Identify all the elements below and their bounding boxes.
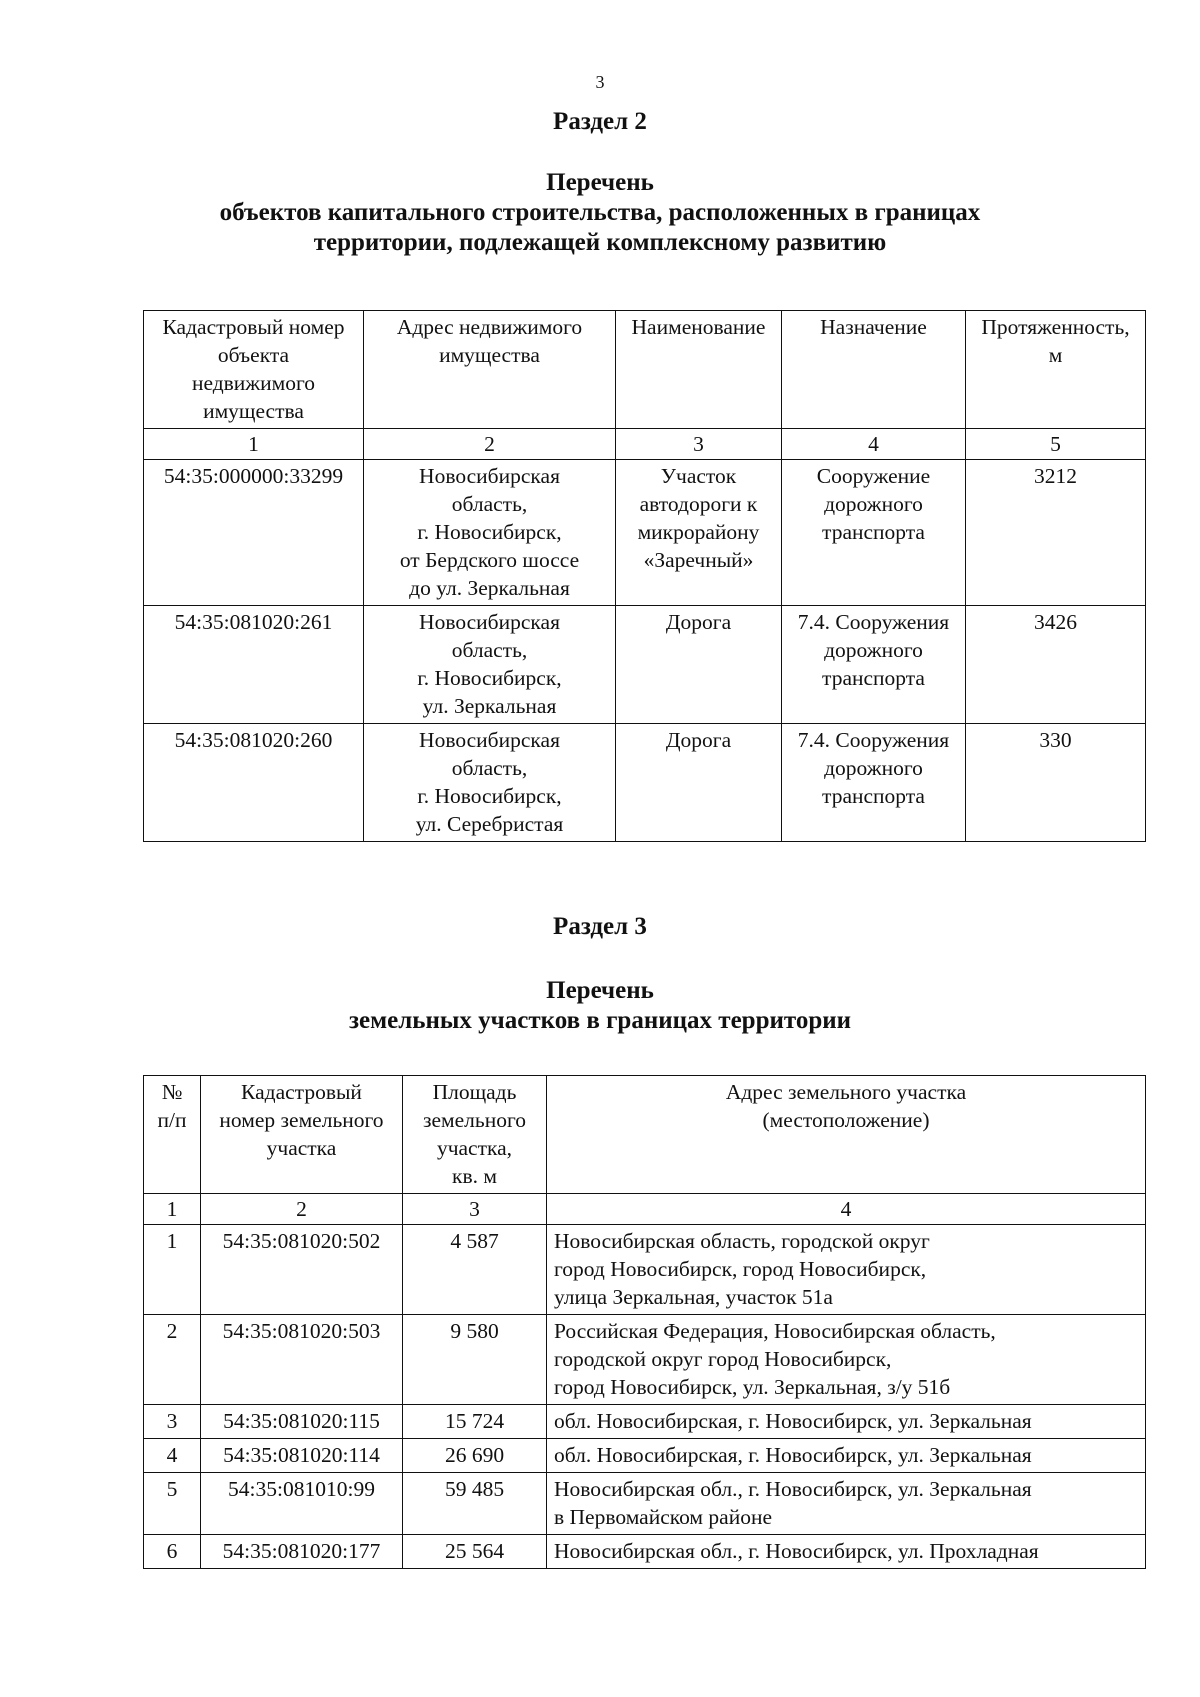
- column-number-row: [144, 1194, 1146, 1225]
- object-length: 3426: [966, 606, 1146, 724]
- object-length: 330: [966, 724, 1146, 842]
- section-2-list-title-line: объектов капитального строительства, расположенных в границах: [219, 199, 981, 226]
- section-3-list-title-line: земельных участков в границах территории: [348, 1007, 852, 1034]
- row-number: 2: [144, 1315, 201, 1405]
- section-3-list-title: [0, 976, 1200, 1036]
- column-number: 4: [782, 429, 966, 460]
- plot-address: Российская Федерация, Новосибирская область, городской округ город Новосибирск, город Новосибирск, ул. Зеркальная, з/у 51б: [547, 1315, 1146, 1405]
- page-number: 3: [595, 72, 605, 92]
- object-address: Новосибирская область, г. Новосибирск, от Бердского шоссе до ул. Зеркальная: [364, 460, 616, 606]
- cadastral-number: 54:35:000000:33299: [144, 460, 364, 606]
- table-row: [144, 460, 1146, 606]
- row-number: 1: [144, 1225, 201, 1315]
- land-plots-table: [143, 1075, 1146, 1569]
- row-number: 6: [144, 1535, 201, 1569]
- cadastral-number: 54:35:081020:260: [144, 724, 364, 842]
- column-number: 2: [364, 429, 616, 460]
- column-number-row: [144, 429, 1146, 460]
- table-row: [144, 606, 1146, 724]
- plot-address: Новосибирская обл., г. Новосибирск, ул. Прохладная: [547, 1535, 1146, 1569]
- table-row: [144, 724, 1146, 842]
- row-number: 4: [144, 1439, 201, 1473]
- table-row: [144, 1535, 1146, 1569]
- column-number: 3: [403, 1194, 547, 1225]
- column-number: 5: [966, 429, 1146, 460]
- plot-address: Новосибирская обл., г. Новосибирск, ул. Зеркальная в Первомайском районе: [547, 1473, 1146, 1535]
- cadastral-number: 54:35:081020:177: [201, 1535, 403, 1569]
- column-header-area: Площадь земельного участка, кв. м: [403, 1076, 547, 1194]
- row-number: 5: [144, 1473, 201, 1535]
- section-2-list-title-line: Перечень: [546, 169, 654, 196]
- plot-address: обл. Новосибирская, г. Новосибирск, ул. Зеркальная: [547, 1405, 1146, 1439]
- object-address: Новосибирская область, г. Новосибирск, ул. Серебристая: [364, 724, 616, 842]
- column-number: 2: [201, 1194, 403, 1225]
- object-address: Новосибирская область, г. Новосибирск, ул. Зеркальная: [364, 606, 616, 724]
- plot-area: 26 690: [403, 1439, 547, 1473]
- column-header-address: Адрес недвижимого имущества: [364, 311, 616, 429]
- capital-objects-table: [143, 310, 1146, 842]
- section-2-list-title: [0, 168, 1200, 258]
- plot-area: 59 485: [403, 1473, 547, 1535]
- cadastral-number: 54:35:081020:115: [201, 1405, 403, 1439]
- table-row: [144, 1315, 1146, 1405]
- object-name: Дорога: [616, 606, 782, 724]
- column-header-name: Наименование: [616, 311, 782, 429]
- column-header-address: Адрес земельного участка (местоположение): [547, 1076, 1146, 1194]
- cadastral-number: 54:35:081010:99: [201, 1473, 403, 1535]
- object-length: 3212: [966, 460, 1146, 606]
- section-2-list-title-line: территории, подлежащей комплексному развитию: [313, 229, 887, 256]
- object-name: Дорога: [616, 724, 782, 842]
- plot-address: Новосибирская область, городской округ город Новосибирск, город Новосибирск, улица Зеркальная, участок 51а: [547, 1225, 1146, 1315]
- table-row: [144, 1225, 1146, 1315]
- column-number: 1: [144, 429, 364, 460]
- cadastral-number: 54:35:081020:261: [144, 606, 364, 724]
- cadastral-number: 54:35:081020:503: [201, 1315, 403, 1405]
- cadastral-number: 54:35:081020:114: [201, 1439, 403, 1473]
- section-2-title: Раздел 2: [553, 108, 647, 135]
- column-header-length: Протяженность, м: [966, 311, 1146, 429]
- column-number: 3: [616, 429, 782, 460]
- column-number: 4: [547, 1194, 1146, 1225]
- table-row: [144, 1405, 1146, 1439]
- table-row: [144, 1439, 1146, 1473]
- section-3-title: Раздел 3: [553, 913, 647, 940]
- object-purpose: 7.4. Сооружения дорожного транспорта: [782, 724, 966, 842]
- column-number: 1: [144, 1194, 201, 1225]
- column-header-purpose: Назначение: [782, 311, 966, 429]
- table-header-row: [144, 311, 1146, 429]
- column-header-cadastral: Кадастровый номер земельного участка: [201, 1076, 403, 1194]
- table-row: [144, 1473, 1146, 1535]
- row-number: 3: [144, 1405, 201, 1439]
- object-purpose: 7.4. Сооружения дорожного транспорта: [782, 606, 966, 724]
- plot-address: обл. Новосибирская, г. Новосибирск, ул. Зеркальная: [547, 1439, 1146, 1473]
- plot-area: 15 724: [403, 1405, 547, 1439]
- column-header-cadastral: Кадастровый номер объекта недвижимого имущества: [144, 311, 364, 429]
- plot-area: 25 564: [403, 1535, 547, 1569]
- table-header-row: [144, 1076, 1146, 1194]
- plot-area: 4 587: [403, 1225, 547, 1315]
- object-purpose: Сооружение дорожного транспорта: [782, 460, 966, 606]
- section-3-list-title-line: Перечень: [546, 977, 654, 1004]
- column-header-number: № п/п: [144, 1076, 201, 1194]
- cadastral-number: 54:35:081020:502: [201, 1225, 403, 1315]
- plot-area: 9 580: [403, 1315, 547, 1405]
- object-name: Участок автодороги к микрорайону «Заречный»: [616, 460, 782, 606]
